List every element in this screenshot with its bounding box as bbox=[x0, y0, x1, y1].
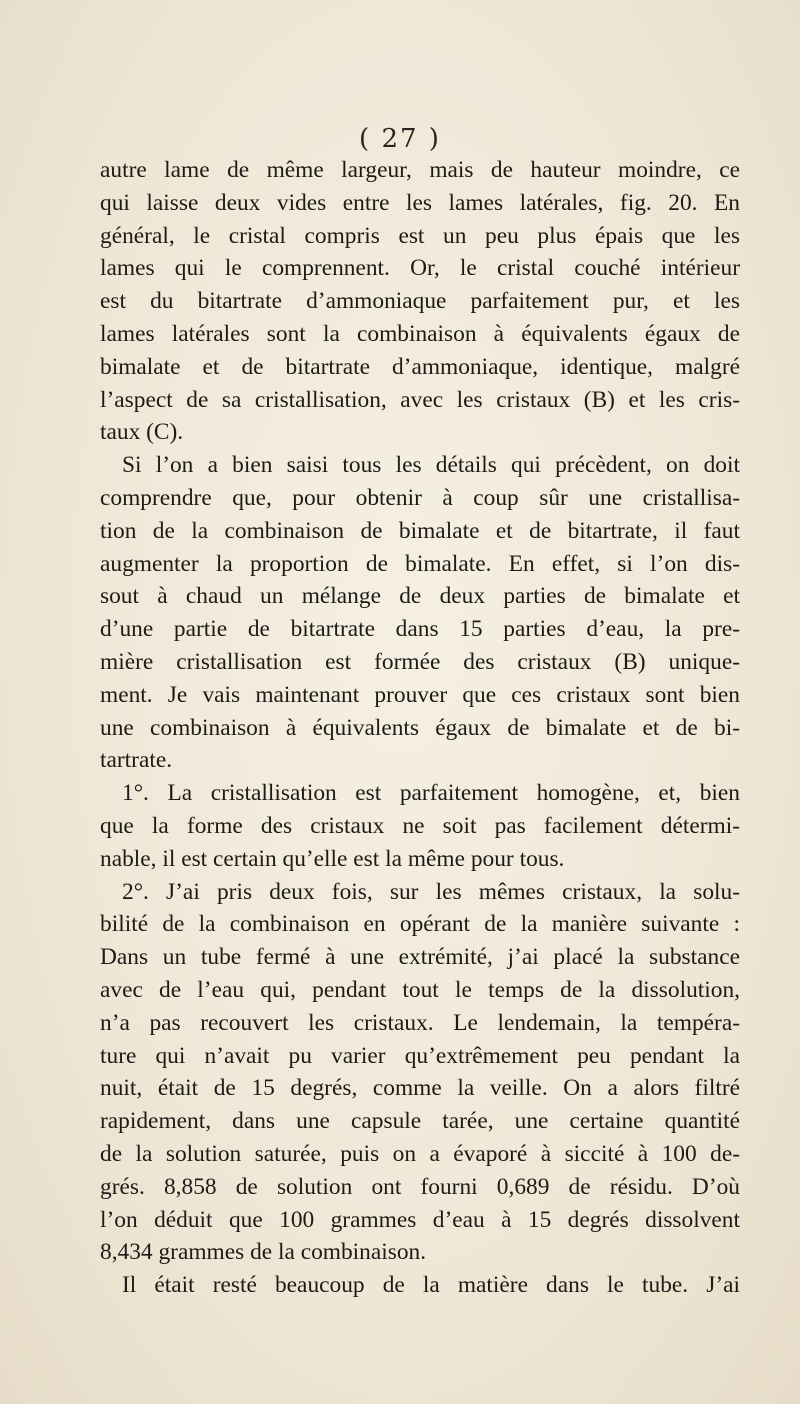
text-line: rapidement, dans une capsule tarée, une certaine quantité bbox=[100, 1108, 740, 1135]
text-line: avec de l’eau qui, pendant tout le temps de la dissolution, bbox=[100, 976, 740, 1003]
text-line: ment. Je vais maintenant prouver que ces cristaux sont bien bbox=[100, 681, 740, 708]
text-line: 8,434 grammes de la combinaison. bbox=[100, 1239, 427, 1266]
text-line: mière cristallisation est formée des cristaux (B) unique- bbox=[100, 648, 740, 675]
text-line: augmenter la proportion de bimalate. En effet, si l’on dis- bbox=[100, 550, 740, 577]
text-line: bilité de la combinaison en opérant de la manière suivante : bbox=[100, 911, 740, 938]
text-line: de la solution saturée, puis on a évaporé à siccité à 100 de- bbox=[100, 1140, 740, 1167]
text-line: tion de la combinaison de bimalate et de bitartrate, il faut bbox=[100, 517, 740, 544]
text-line: qui laisse deux vides entre les lames latérales, fig. 20. En bbox=[100, 189, 740, 216]
text-line: l’aspect de sa cristallisation, avec les cristaux (B) et les cris- bbox=[100, 386, 740, 413]
text-line: Dans un tube fermé à une extrémité, j’ai placé la substance bbox=[100, 944, 740, 971]
text-line: Si l’on a bien saisi tous les détails qui précèdent, on doit bbox=[122, 452, 740, 479]
text-line: nable, il est certain qu’elle est la même pour tous. bbox=[100, 845, 565, 872]
text-line: sout à chaud un mélange de deux parties de bimalate et bbox=[100, 583, 740, 610]
text-line: 1°. La cristallisation est parfaitement homogène, et, bien bbox=[122, 780, 740, 807]
page-number: ( 27 ) bbox=[359, 124, 441, 154]
text-line: 2°. J’ai pris deux fois, sur les mêmes cristaux, la solu- bbox=[122, 878, 740, 905]
text-line: lames latérales sont la combinaison à équivalents égaux de bbox=[100, 320, 740, 347]
text-line: tartrate. bbox=[100, 747, 173, 774]
text-line: taux (C). bbox=[100, 419, 184, 446]
text-line: l’on déduit que 100 grammes d’eau à 15 degrés dissolvent bbox=[100, 1206, 740, 1233]
text-line: comprendre que, pour obtenir à coup sûr une cristallisa- bbox=[100, 484, 740, 511]
text-line: que la forme des cristaux ne soit pas facilement détermi- bbox=[100, 812, 740, 839]
text-line: bimalate et de bitartrate d’ammoniaque, identique, malgré bbox=[100, 353, 740, 380]
text-line: autre lame de même largeur, mais de hauteur moindre, ce bbox=[100, 157, 740, 183]
text-line: une combinaison à équivalents égaux de bimalate et de bi- bbox=[100, 714, 740, 741]
text-line: grés. 8,858 de solution ont fourni 0,689 de résidu. D’où bbox=[100, 1173, 740, 1200]
text-line: d’une partie de bitartrate dans 15 parties d’eau, la pre- bbox=[100, 616, 740, 643]
text-line: n’a pas recouvert les cristaux. Le lendemain, la tempéra- bbox=[100, 1009, 740, 1036]
text-line: est du bitartrate d’ammoniaque parfaitement pur, et les bbox=[100, 288, 740, 315]
text-line: lames qui le comprennent. Or, le cristal couché intérieur bbox=[100, 255, 740, 282]
text-line: général, le cristal compris est un peu plus épais que les bbox=[100, 222, 740, 249]
text-line: nuit, était de 15 degrés, comme la veille. On a alors filtré bbox=[100, 1075, 740, 1102]
text-line: ture qui n’avait pu varier qu’extrêmement peu pendant la bbox=[100, 1042, 740, 1069]
text-line: Il était resté beaucoup de la matière dans le tube. J’ai bbox=[122, 1272, 740, 1299]
body-text bbox=[100, 154, 740, 1302]
